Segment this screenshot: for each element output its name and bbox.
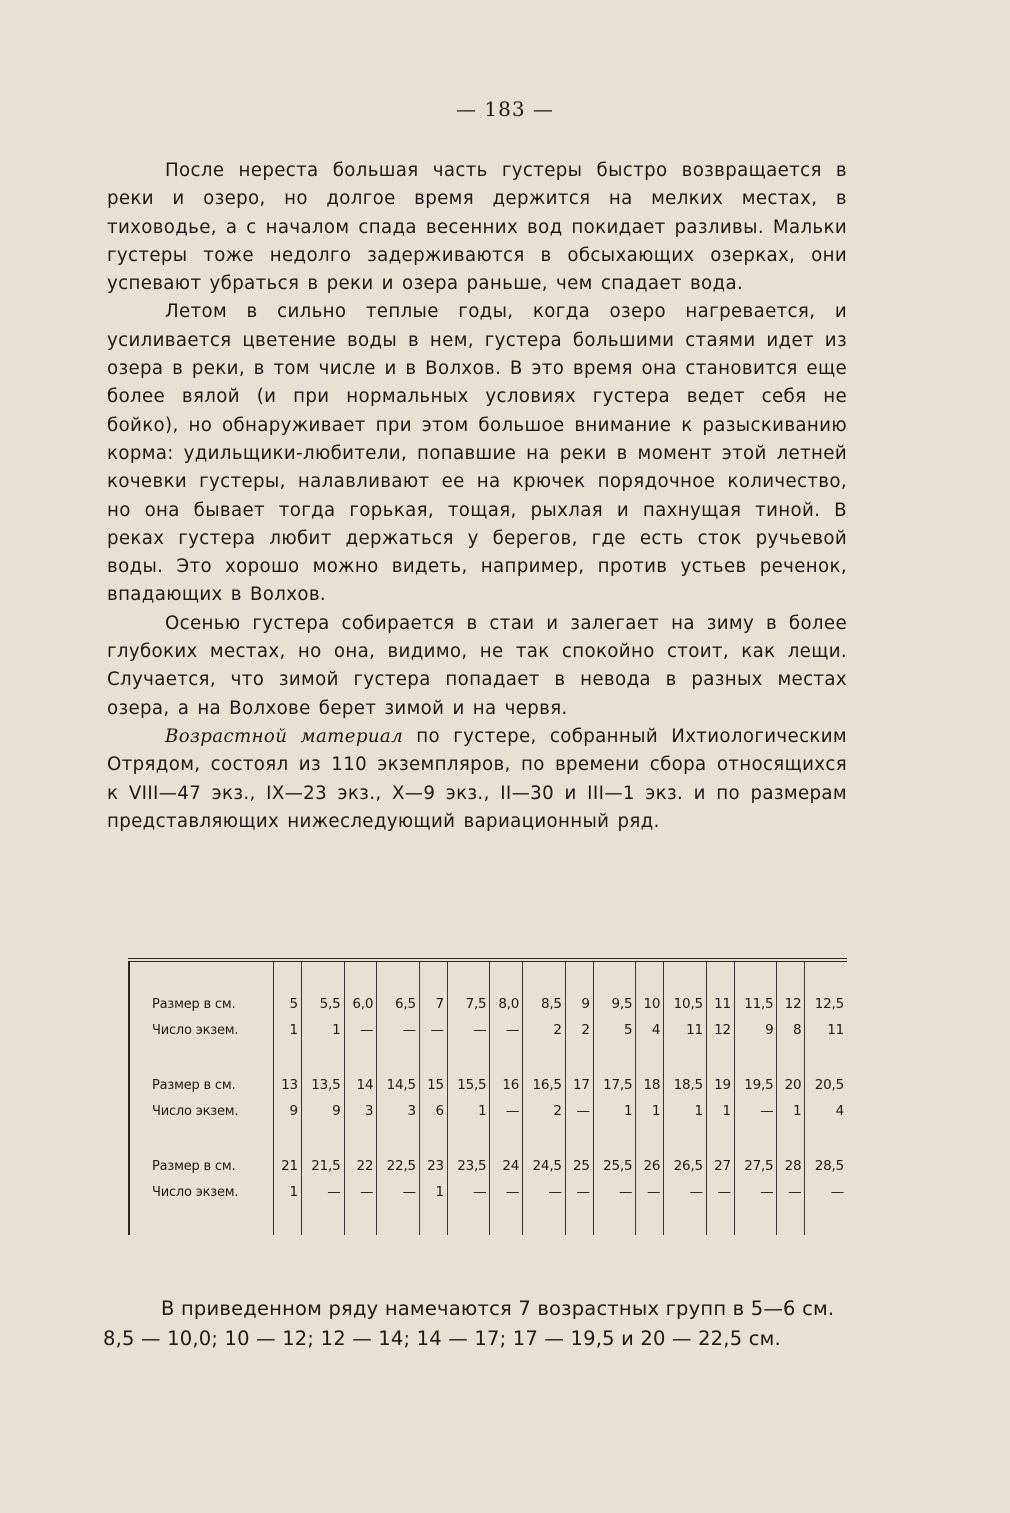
table-cell: — (377, 1179, 420, 1205)
summary-line-1: В приведенном ряду намечаются 7 возрастных групп в 5—6 см. (161, 1297, 835, 1320)
table-cell: — (447, 1017, 490, 1043)
table-cell: — (593, 1179, 636, 1205)
table-cell: 19 (706, 1072, 734, 1098)
table-end-row (129, 1205, 847, 1235)
table-cell: 1 (301, 1017, 344, 1043)
table-cell: 3 (377, 1098, 420, 1124)
page-number: — 183 — (456, 97, 554, 121)
table-cell: 6 (419, 1098, 447, 1124)
table-cell: 25,5 (593, 1153, 636, 1179)
table-cell: 4 (805, 1098, 847, 1124)
table-cell: — (344, 1179, 377, 1205)
row-label-count: Число экзем. (129, 1017, 274, 1043)
table-cell: 5 (274, 991, 302, 1017)
table-cell: — (565, 1098, 593, 1124)
table-cell: 19,5 (734, 1072, 777, 1098)
table-cell: — (565, 1179, 593, 1205)
table-cell: 9 (274, 1098, 302, 1124)
table-cell: 23,5 (447, 1153, 490, 1179)
table-cell: 10,5 (664, 991, 707, 1017)
table-cell: 11,5 (734, 991, 777, 1017)
table-row-counts (129, 1098, 847, 1124)
table-cell: 16 (490, 1072, 523, 1098)
row-label-size: Размер в см. (129, 1072, 274, 1098)
table-spacer-row (129, 1043, 847, 1072)
table-cell: 12 (706, 1017, 734, 1043)
paragraph-age-material (107, 723, 847, 836)
table-cell: 12,5 (805, 991, 847, 1017)
table-spacer-row (129, 1124, 847, 1153)
table-cell: 11 (664, 1017, 707, 1043)
paragraph-summer: Летом в сильно теплые годы, когда озеро нагревается, и усиливается цветение воды в нем, густера большими стаями идет из озера в реки, в том числе и в Волхов. В это время она становится еще более вялой (и при нормальных условиях густера ведет себя не бойко), но обнаруживает при этом большое внимание к разыскиванию корма: удильщики-любители, попавшие на реки в момент этой летней кочевки густеры, налавливают ее на крючек порядочное количество, но она бывает тогда горькая, тощая, рыхлая и пахнущая тиной. В реках густера любит держаться у берегов, где есть сток ручьевой воды. Это хорошо можно видеть, например, против устьев реченок, впадающих в Волхов. (107, 301, 847, 606)
table-cell: — (523, 1179, 566, 1205)
table-cell: 13 (274, 1072, 302, 1098)
table-cell: 13,5 (301, 1072, 344, 1098)
table-cell: 1 (274, 1017, 302, 1043)
table-cell: — (664, 1179, 707, 1205)
table-cell: 25 (565, 1153, 593, 1179)
table-cell: 17,5 (593, 1072, 636, 1098)
row-label-size: Размер в см. (129, 1153, 274, 1179)
table-cell: 2 (523, 1017, 566, 1043)
table-cell: 12 (777, 991, 805, 1017)
paragraph-autumn: Осенью густера собирается в стаи и залегает на зиму в более глубоких местах, но она, видимо, не так спокойно стоит, как лещи. Случается, что зимой густера попадает в невода в разных местах озера, а на Волхове берет зимой и на червя. (107, 612, 847, 719)
body-text (107, 157, 847, 836)
table-cell: — (344, 1017, 377, 1043)
table-cell: 8 (777, 1017, 805, 1043)
table-cell: 27,5 (734, 1153, 777, 1179)
table-cell: 14,5 (377, 1072, 420, 1098)
table-cell: 24 (490, 1153, 523, 1179)
table-cell: 1 (447, 1098, 490, 1124)
table-cell: 9 (734, 1017, 777, 1043)
table-cell: 5,5 (301, 991, 344, 1017)
table-cell: 22 (344, 1153, 377, 1179)
paragraph-after-spawning: После нереста большая часть густеры быстро возвращается в реки и озеро, но долгое время держится на мелких местах, в тиховодье, а с началом спада весенних вод покидает разливы. Мальки густеры тоже недолго задерживаются в обсыхающих озерках, они успевают убраться в реки и озера раньше, чем спадает вода. (107, 160, 847, 295)
variation-series-table (128, 958, 847, 1235)
table-cell: 9 (301, 1098, 344, 1124)
table-cell: 1 (636, 1098, 664, 1124)
paragraph-age-material-text: по густере, собранный Ихтиологическим Отрядом, состоял из 110 экземпляров, по времени сбора относящихся к VIII—47 экз., IX—23 экз., X—9 экз., II—30 и III—1 экз. и по размерам представляющих нижеследующий вариационный ряд. (107, 725, 847, 832)
table-cell: 9 (565, 991, 593, 1017)
table-cell: 6,0 (344, 991, 377, 1017)
table-cell: 27 (706, 1153, 734, 1179)
table-cell: 1 (419, 1179, 447, 1205)
table-cell: 17 (565, 1072, 593, 1098)
table-cell: 8,0 (490, 991, 523, 1017)
table-cell: 28,5 (805, 1153, 847, 1179)
table-cell: 3 (344, 1098, 377, 1124)
row-label-count: Число экзем. (129, 1098, 274, 1124)
table-row-sizes (129, 991, 847, 1017)
table-cell: 18,5 (664, 1072, 707, 1098)
table-row-counts (129, 1179, 847, 1205)
table-cell: 15,5 (447, 1072, 490, 1098)
table-cell: 21 (274, 1153, 302, 1179)
italic-lead-phrase: Возрастной материал (165, 725, 404, 747)
table-cell: 1 (593, 1098, 636, 1124)
table-cell: 11 (706, 991, 734, 1017)
table-cell: 7,5 (447, 991, 490, 1017)
table-row-counts (129, 1017, 847, 1043)
table-cell: 26,5 (664, 1153, 707, 1179)
table-cell: 15 (419, 1072, 447, 1098)
table-cell: 7 (419, 991, 447, 1017)
table-cell: 1 (777, 1098, 805, 1124)
table-cell: 22,5 (377, 1153, 420, 1179)
table-cell: — (636, 1179, 664, 1205)
table-cell: 10 (636, 991, 664, 1017)
table-cell: 23 (419, 1153, 447, 1179)
table-cell: — (805, 1179, 847, 1205)
table-cell: — (777, 1179, 805, 1205)
table-cell: — (734, 1098, 777, 1124)
table-row-sizes (129, 1153, 847, 1179)
table-cell: — (490, 1179, 523, 1205)
table-cell: 1 (274, 1179, 302, 1205)
table-cell: 26 (636, 1153, 664, 1179)
table-cell: — (490, 1098, 523, 1124)
table-cell: — (734, 1179, 777, 1205)
table-cell: 21,5 (301, 1153, 344, 1179)
table-cell: 4 (636, 1017, 664, 1043)
variation-table (128, 962, 847, 1235)
table-cell: 2 (523, 1098, 566, 1124)
table-cell: 2 (565, 1017, 593, 1043)
table-cell: — (419, 1017, 447, 1043)
table-cell: — (447, 1179, 490, 1205)
table-cell: 6,5 (377, 991, 420, 1017)
table-cell: 9,5 (593, 991, 636, 1017)
table-cell: — (490, 1017, 523, 1043)
table-cell: — (377, 1017, 420, 1043)
table-cell: 20,5 (805, 1072, 847, 1098)
table-cell: 28 (777, 1153, 805, 1179)
summary-text (103, 1294, 843, 1354)
table-cell: 1 (664, 1098, 707, 1124)
table-cell: 5 (593, 1017, 636, 1043)
table-row-sizes (129, 1072, 847, 1098)
table-body (129, 962, 847, 1235)
table-cell: 18 (636, 1072, 664, 1098)
table-cell: 14 (344, 1072, 377, 1098)
table-cell: 8,5 (523, 991, 566, 1017)
table-cell: 11 (805, 1017, 847, 1043)
table-cell: — (301, 1179, 344, 1205)
row-label-size: Размер в см. (129, 991, 274, 1017)
row-label-count: Число экзем. (129, 1179, 274, 1205)
table-cell: 1 (706, 1098, 734, 1124)
table-cell: — (706, 1179, 734, 1205)
table-cell: 16,5 (523, 1072, 566, 1098)
table-cell: 24,5 (523, 1153, 566, 1179)
summary-line-2: 8,5 — 10,0; 10 — 12; 12 — 14; 14 — 17; 17 — 19,5 и 20 — 22,5 см. (103, 1327, 781, 1350)
table-cell: 20 (777, 1072, 805, 1098)
table-spacer-row (129, 962, 847, 991)
